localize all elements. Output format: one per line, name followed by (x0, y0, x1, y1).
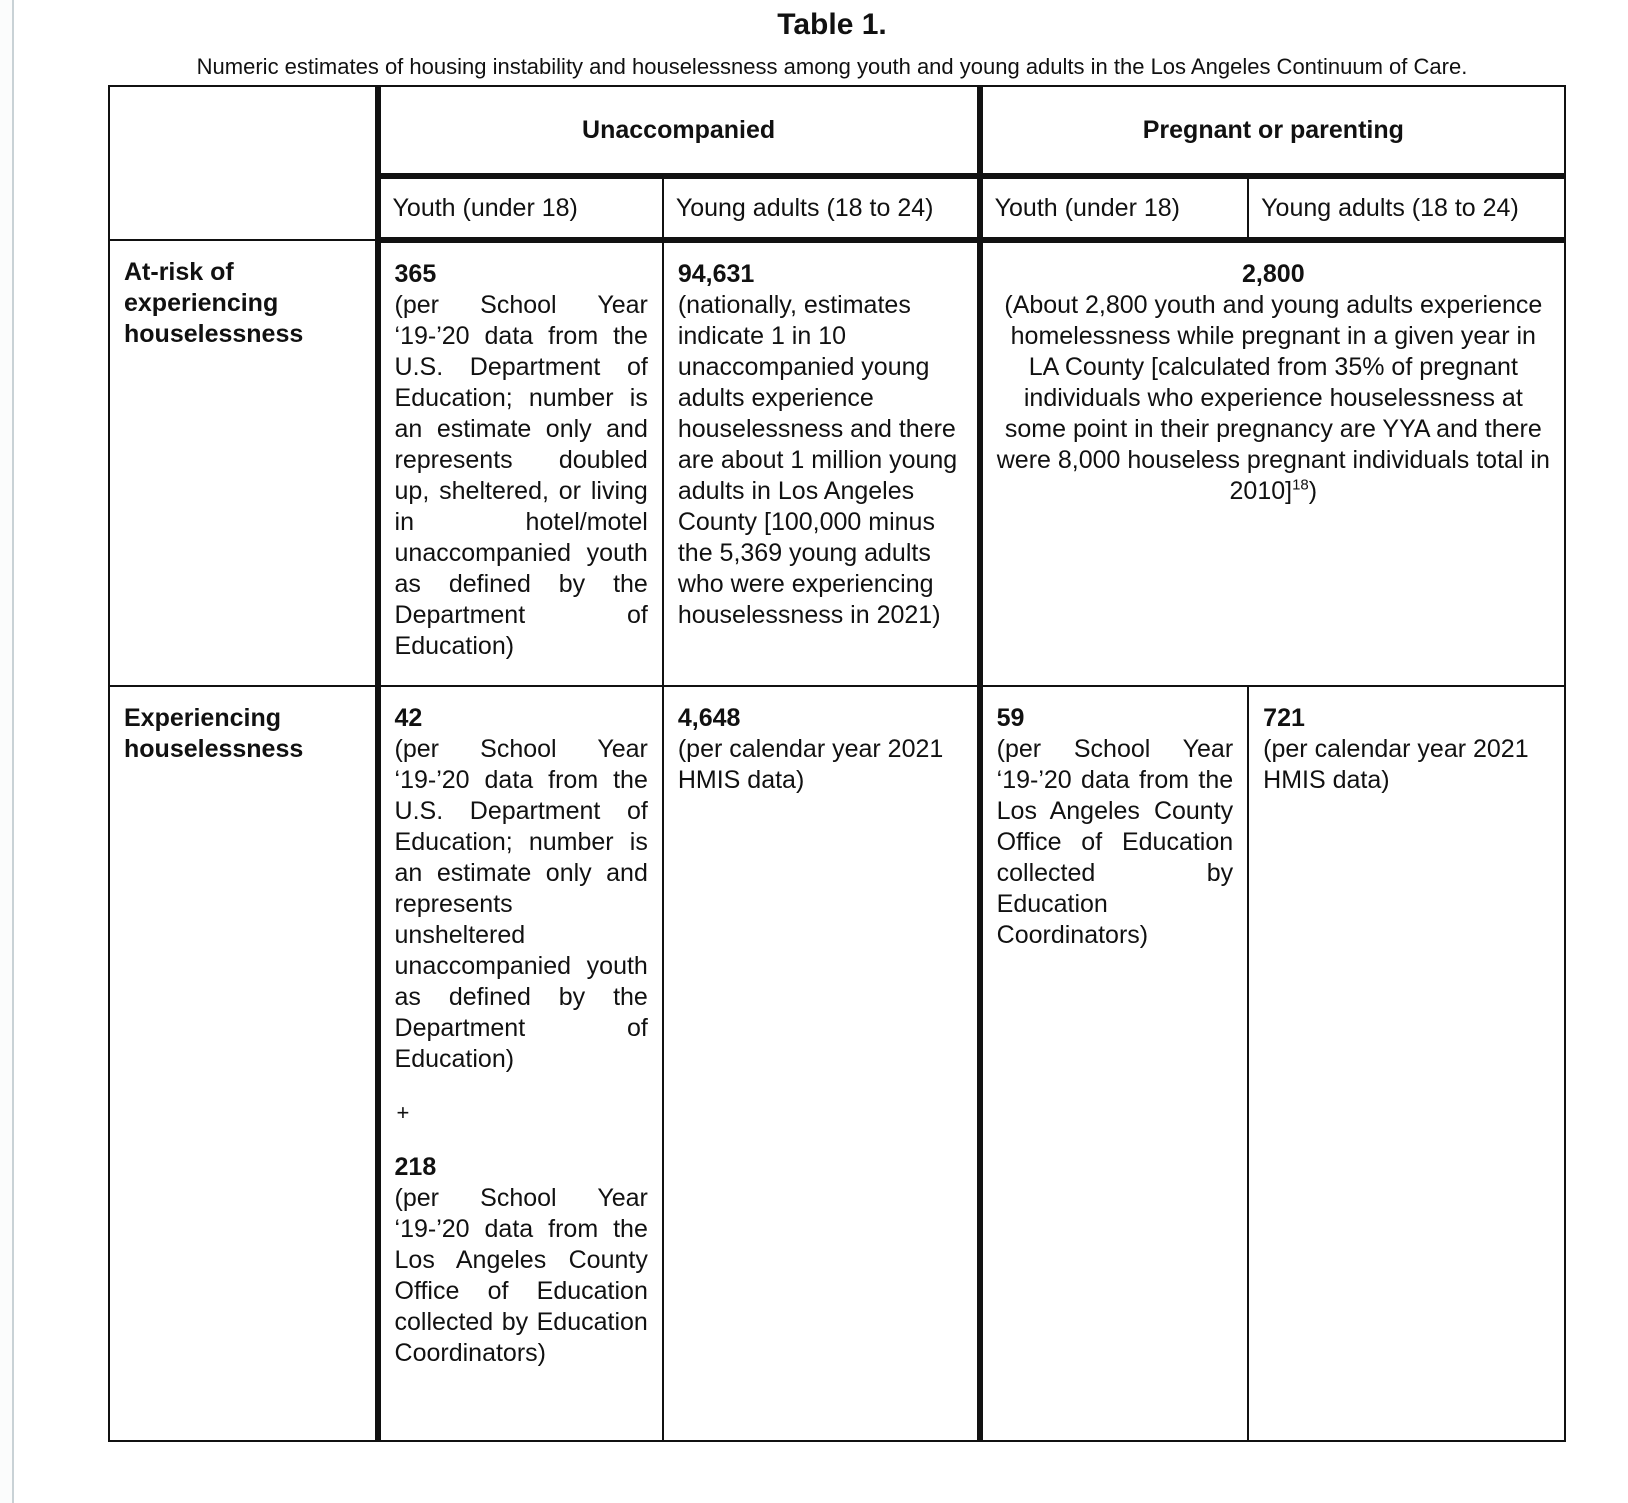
cell-experiencing-young-adults-parenting (1248, 686, 1565, 1441)
footnote-marker: 18 (1292, 476, 1309, 494)
sub-header-young-adults-parenting: Young adults (18 to 24) (1248, 176, 1565, 240)
row-label-at-risk: At-risk of experiencing houselessness (109, 240, 378, 686)
cell-value: 721 (1263, 704, 1305, 732)
cell-experiencing-young-adults-unaccompanied (663, 686, 980, 1441)
cell-experiencing-youth-unaccompanied (378, 686, 663, 1441)
cell-at-risk-young-adults-unaccompanied (663, 240, 980, 686)
row-label-experiencing: Experiencing houselessness (109, 686, 378, 1441)
cell-value: 42 (394, 704, 423, 732)
cell-note: (per calendar year 2021 HMIS data) (677, 735, 944, 794)
sub-header-young-adults-unaccompanied: Young adults (18 to 24) (663, 176, 980, 240)
table-title: Table 1. (777, 8, 887, 41)
sub-header-youth-parenting: Youth (under 18) (980, 176, 1249, 240)
cell-at-risk-youth-unaccompanied (378, 240, 663, 686)
cell-value: 2,800 (1242, 260, 1305, 288)
plus-sign: + (396, 1100, 410, 1125)
group-header-unaccompanied: Unaccompanied (378, 86, 980, 176)
table-row-at-risk (109, 240, 1565, 686)
page-edge (0, 0, 14, 1503)
cell-note-wrapper (997, 290, 1550, 507)
cell-note: (per School Year ‘19-’20 data from the U.S. Department of Education; number is an estimate only and represents unsheltered unaccompanied youth as defined by the Department of Education) (394, 735, 648, 1073)
cell-note: (per School Year ‘19-’20 data from the U.S. Department of Education; number is an estimate only and represents doubled up, sheltered, or living in hotel/motel unaccompanied youth as defined by the Department of Education) (394, 291, 648, 660)
data-table (108, 85, 1566, 1442)
cell-note-end: ) (1308, 477, 1318, 505)
cell-note: (nationally, estimates indicate 1 in 10 unaccompanied young adults experience houselessness and there are about 1 million young adults in Los Angeles County [100,000 minus the 5,369 young adults who were experiencing houselessness in 2021) (677, 291, 958, 629)
group-header-pregnant-parenting: Pregnant or parenting (980, 86, 1565, 176)
cell-note-secondary: (per School Year ‘19-’20 data from the Los Angeles County Office of Education collected by Education Coordinators) (394, 1184, 648, 1367)
corner-cell (109, 86, 378, 240)
cell-value: 94,631 (677, 260, 755, 288)
group-header-row (109, 86, 1565, 176)
cell-note: (About 2,800 youth and young adults experience homelessness while pregnant in a given year in LA County [calculated from 35% of pregnant individuals who experience houselessness at some point in their pregnancy are YYA and there were 8,000 houseless pregnant individuals total in 2010] (996, 291, 1550, 505)
table-caption: Numeric estimates of housing instability and houselessness among youth and young adults in the Los Angeles Continuum of Care. (196, 54, 1468, 79)
table-row-experiencing (109, 686, 1565, 1441)
cell-note: (per calendar year 2021 HMIS data) (1263, 735, 1529, 794)
cell-value: 59 (996, 704, 1025, 732)
cell-value-secondary: 218 (394, 1153, 437, 1181)
cell-value: 365 (394, 260, 437, 288)
cell-value: 4,648 (677, 704, 741, 732)
cell-at-risk-pregnant-parenting (980, 240, 1565, 686)
cell-note: (per School Year ‘19-’20 data from the Los Angeles County Office of Education collected by Education Coordinators) (996, 735, 1234, 949)
sub-header-youth-unaccompanied: Youth (under 18) (378, 176, 663, 240)
cell-experiencing-youth-parenting (980, 686, 1249, 1441)
